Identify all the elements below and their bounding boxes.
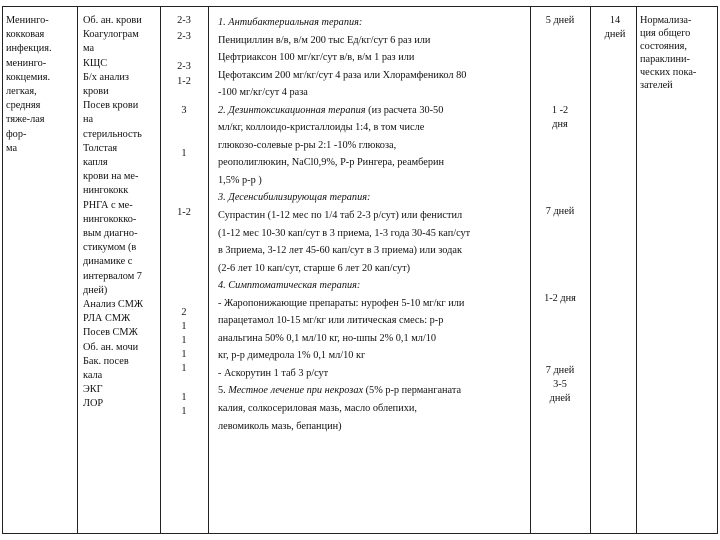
outcome-line: состояния, — [640, 41, 687, 52]
frequency-value: 1 — [181, 363, 187, 374]
diagnosis-line: фор- — [6, 128, 27, 140]
total-duration-value: 14 — [609, 15, 621, 26]
treatment-line: Цефотаксим 200 мг/кг/сут 4 раза или Хлорамфеникол 80 — [218, 69, 467, 81]
diagnosis-line: кокковая — [6, 29, 45, 41]
exam-line: Об. ан. мочи — [83, 341, 139, 353]
exam-line: динамике с — [83, 256, 133, 268]
diagnosis-line: тяже-лая — [6, 114, 45, 126]
frequency-value: 1 — [181, 392, 187, 403]
exam-line: на — [83, 114, 94, 126]
exam-line: Б/х анализ — [83, 71, 129, 83]
examinations-cell — [83, 14, 143, 412]
frequency-value: 1-2 — [177, 76, 191, 87]
diagnosis-line: ма — [6, 142, 18, 154]
exam-line: Бак. посев — [83, 355, 129, 367]
outcome-cell — [640, 14, 696, 92]
treatment-line: - Аскорутин 1 таб 3 р/сут — [218, 367, 329, 379]
exam-line: крови — [83, 86, 109, 98]
treatment-line: парацетамол 10-15 мг/кг или литическая смесь: р-р — [218, 315, 444, 327]
exam-line: Посев СМЖ — [83, 327, 138, 339]
divider-col5 — [590, 6, 591, 534]
border-right — [717, 6, 718, 534]
frequency-value: 2-3 — [177, 61, 191, 72]
treatment-item2 — [218, 102, 470, 120]
diagnosis-line: инфекция. — [6, 43, 52, 55]
treatment-item5-prefix: 5. — [218, 385, 229, 397]
exam-line: крови на ме- — [83, 171, 139, 183]
frequency-value: 1 — [181, 335, 187, 346]
treatment-item2-title: 2. Дезинтоксикационная терапия — [218, 104, 366, 116]
exam-line: кала — [83, 370, 103, 382]
exam-line: стикумом (в — [83, 242, 137, 254]
border-bottom — [2, 533, 718, 534]
diagnosis-line: менинго- — [6, 57, 47, 69]
treatment-line: мл/кг, коллоидо-кристаллоиды 1:4, в том числе — [218, 122, 425, 134]
treatment-line: -100 мг/кг/сут 4 раза — [218, 87, 308, 99]
duration-value: дня — [552, 119, 568, 130]
outcome-line: параклини- — [640, 54, 690, 65]
frequency-value: 1 — [181, 321, 187, 332]
exam-line: ЭКГ — [83, 384, 103, 396]
duration-value: 7 дней — [545, 365, 575, 376]
exam-line: Посев крови — [83, 100, 139, 112]
diagnosis-line: средняя — [6, 100, 41, 112]
treatment-line: реополиглюкин, NaCl0,9%, Р-р Рингера, реамберин — [218, 157, 444, 169]
total-duration-unit: дней — [604, 29, 626, 41]
treatment-line: Пенициллин в/в, в/м 200 тыс Ед/кг/сут 6 раз или — [218, 34, 431, 46]
frequency-value: 1 — [181, 406, 187, 417]
diagnosis-line: Менинго- — [6, 15, 49, 26]
exam-line: стерильность — [83, 128, 142, 140]
frequency-value: 2 — [181, 307, 187, 318]
exam-line: КЩС — [83, 57, 108, 69]
border-top — [2, 6, 718, 7]
treatment-line: анальгина 50% 0,1 мл/10 кг, но-шпы 2% 0,1 мл/10 — [218, 332, 437, 344]
frequency-value: 1-2 — [177, 207, 191, 218]
outcome-line: ческих пока- — [640, 67, 697, 78]
treatment-line: Цефтриаксон 100 мг/кг/сут в/в, в/м 1 раз или — [218, 52, 415, 64]
exam-line: Коагулограм — [83, 29, 139, 41]
exam-line: дней) — [83, 284, 108, 296]
divider-col6 — [636, 6, 637, 534]
duration-value: 7 дней — [545, 206, 575, 217]
treatment-item1-title: 1. Антибактериальная терапия: — [218, 17, 363, 28]
treatment-item5-text: (5% р-р перманганата — [363, 385, 462, 397]
treatment-line: (2-6 лет 10 кап/сут, старше 6 лет 20 кап/сут) — [218, 262, 411, 274]
diagnosis-cell — [6, 14, 52, 156]
treatment-item3-title: 3. Десенсибилизирующая терапия: — [218, 192, 371, 204]
treatment-line: кг, р-р димедрола 1% 0,1 мл/10 кг — [218, 350, 366, 362]
treatment-line: 1,5% р-р ) — [218, 174, 262, 186]
duration-value: дней — [549, 393, 571, 404]
exam-line: капля — [83, 157, 108, 169]
exam-line: Анализ СМЖ — [83, 299, 144, 311]
duration-value: 1-2 дня — [544, 293, 576, 304]
divider-col1 — [77, 6, 78, 534]
divider-col4 — [530, 6, 531, 534]
divider-col3 — [208, 6, 209, 534]
treatment-line: глюкозо-солевые р-ры 2:1 -10% глюкоза, — [218, 139, 397, 151]
total-duration-cell — [598, 14, 632, 42]
divider-col2 — [160, 6, 161, 534]
border-left — [2, 6, 3, 534]
frequency-value: 2-3 — [177, 15, 191, 26]
outcome-line: зателей — [640, 80, 673, 91]
exam-line: РЛА СМЖ — [83, 313, 131, 325]
treatment-line: (1-12 мес 10-30 кап/сут в 3 приема, 1-3 года 30-45 кап/сут — [218, 227, 471, 239]
treatment-line: калия, солкосериловая мазь, масло облепихи, — [218, 403, 417, 415]
treatment-line: - Жаропонижающие препараты: нурофен 5-10 мг/кг или — [218, 297, 465, 309]
diagnosis-line: легкая, — [6, 86, 37, 98]
duration-value: 5 дней — [545, 15, 575, 26]
outcome-line: Нормализа- — [640, 15, 692, 26]
duration-value: 1 -2 — [551, 105, 569, 116]
treatment-item5 — [218, 382, 470, 400]
treatment-item5-title: Местное лечение при некрозах — [228, 385, 364, 397]
frequency-value: 2-3 — [177, 31, 191, 42]
exam-line: ма — [83, 43, 95, 55]
frequency-value: 3 — [181, 105, 187, 116]
treatment-item4-title: 4. Симптоматическая терапия: — [218, 280, 361, 292]
treatment-line: в 3приема, 3-12 лет 45-60 кап/сут в 3 приема) или зодак — [218, 245, 462, 257]
diagnosis-line: кокцемия. — [6, 71, 51, 83]
exam-line: нингококко- — [83, 213, 137, 225]
exam-line: интервалом 7 — [83, 270, 142, 282]
treatment-line: Супрастин (1-12 мес по 1/4 таб 2-3 р/сут) или фенистил — [218, 210, 463, 222]
duration-value: 3-5 — [553, 379, 567, 390]
frequency-value: 1 — [181, 349, 187, 360]
treatment-line: левомиколь мазь, бепанцин) — [218, 420, 342, 432]
exam-line: ЛОР — [83, 398, 104, 410]
treatment-cell — [218, 14, 470, 435]
exam-line: нингококк — [83, 185, 129, 197]
exam-line: Толстая — [83, 142, 118, 154]
exam-line: вым диагно- — [83, 228, 138, 240]
exam-line: РНГА с ме- — [83, 199, 133, 211]
frequency-value: 1 — [181, 148, 187, 159]
outcome-line: ция общего — [640, 28, 691, 39]
exam-line: Об. ан. крови — [83, 15, 142, 26]
treatment-item2-text: (из расчета 30-50 — [365, 104, 444, 116]
